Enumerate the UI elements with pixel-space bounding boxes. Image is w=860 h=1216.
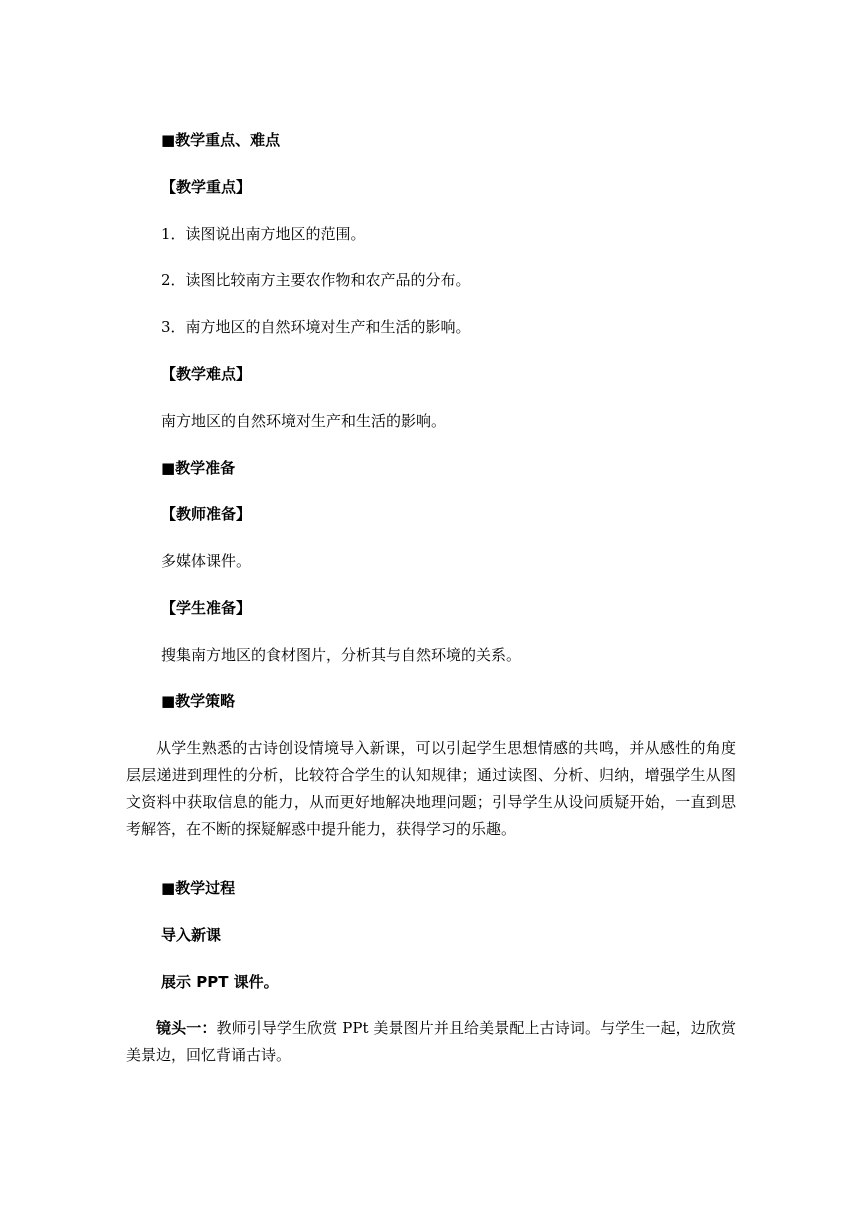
section-heading-preparation: ■教学准备 [161,459,236,477]
difficulty-text: 南方地区的自然环境对生产和生活的影响。 [161,412,447,430]
subheading-show-ppt: 展示 PPT 课件。 [161,973,279,991]
key-point-1: 1．读图说出南方地区的范围。 [161,225,366,243]
subheading-difficulty: 【教学难点】 [161,365,252,383]
key-point-3: 3．南方地区的自然环境对生产和生活的影响。 [161,318,471,336]
scene-one-paragraph [126,1015,736,1069]
subheading-intro: 导入新课 [161,926,222,944]
scene-one-text: 教师引导学生欣赏 PPt 美景图片并且给美景配上古诗词。与学生一起，边欣赏美景边，回忆背诵古诗。 [126,1019,736,1064]
scene-one-lead: 镜头一： [156,1019,217,1037]
teacher-prep-text: 多媒体课件。 [161,552,252,570]
section-heading-process: ■教学过程 [161,879,236,897]
section-heading-key-points: ■教学重点、难点 [161,131,281,149]
strategy-paragraph: 从学生熟悉的古诗创设情境导入新课，可以引起学生思想情感的共鸣，并从感性的角度层层递进到理性的分析，比较符合学生的认知规律；通过读图、分析、归纳，增强学生从图文资料中获取信息的能力，从而更好地解决地理问题；引导学生从设问质疑开始，一直到思考解答，在不断的探疑解惑中提升能力，获得学习的乐趣。 [126,739,736,838]
subheading-teacher-prep: 【教师准备】 [161,505,252,523]
section-heading-strategy: ■教学策略 [161,692,236,710]
subheading-key-points: 【教学重点】 [161,178,252,196]
subheading-student-prep: 【学生准备】 [161,599,252,617]
key-point-2: 2．读图比较南方主要农作物和农产品的分布。 [161,271,471,289]
student-prep-text: 搜集南方地区的食材图片，分析其与自然环境的关系。 [161,646,522,664]
